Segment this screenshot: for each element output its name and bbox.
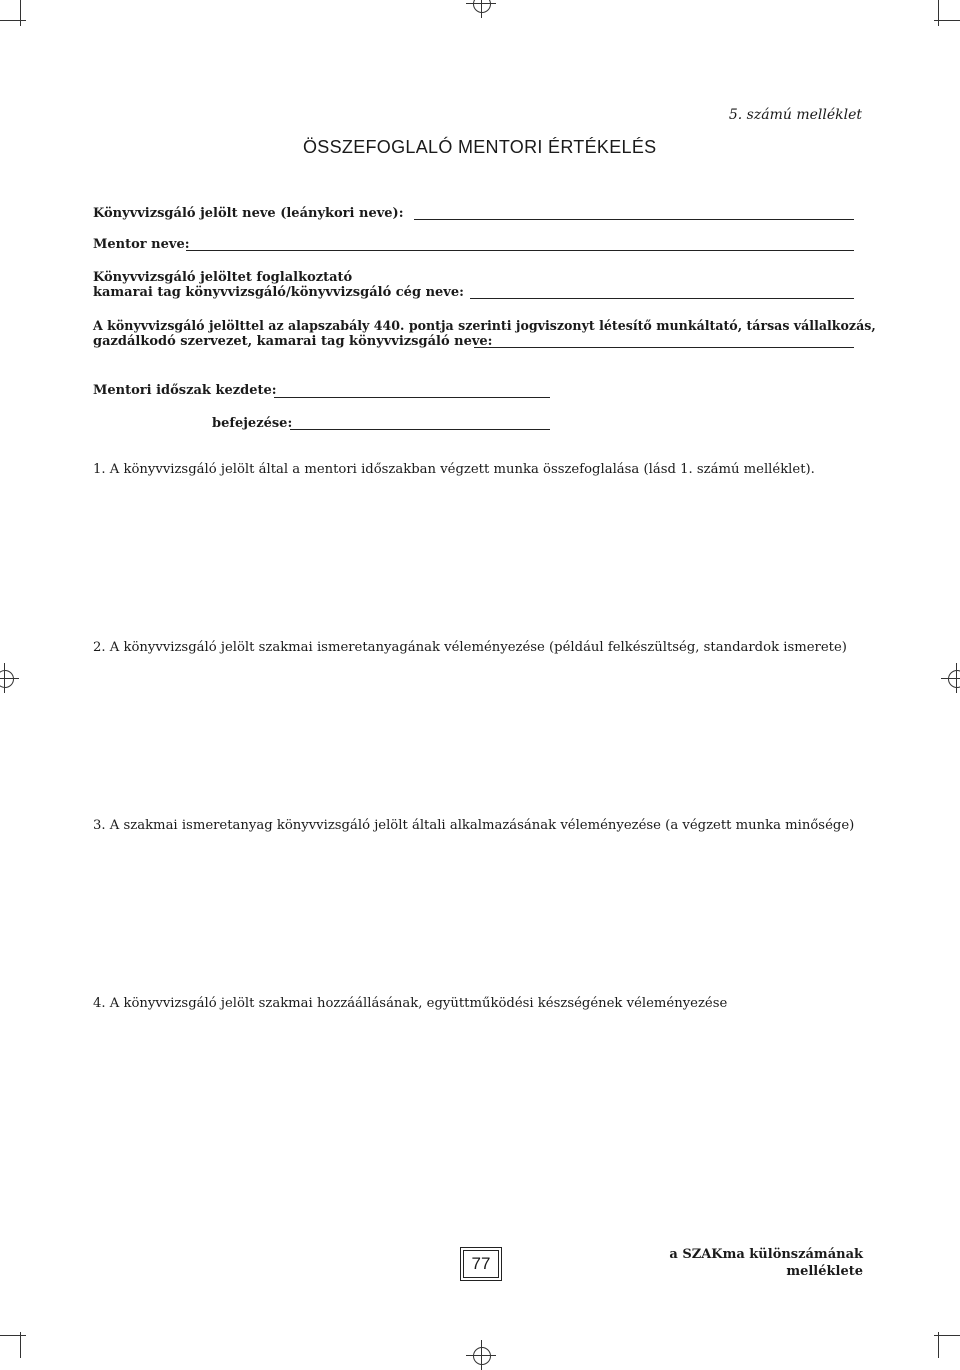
period-end-label: befejezése:	[212, 416, 293, 431]
publication-note	[669, 1246, 863, 1280]
registration-mark-icon	[466, 1340, 496, 1370]
period-end-field[interactable]	[290, 429, 550, 430]
publication-line-2: melléklete	[786, 1264, 863, 1279]
registration-mark-icon	[941, 663, 960, 693]
section-3-heading: 3. A szakmai ismeretanyag könyvvizsgáló jelölt általi alkalmazásának véleményezése (a végzett munka minősége)	[93, 818, 855, 833]
publication-line-1: a SZAKma különszámának	[669, 1247, 863, 1262]
page-number: 77	[463, 1250, 499, 1278]
relation-name-field[interactable]	[474, 347, 854, 348]
crop-mark-bottom-left-h	[0, 1335, 26, 1336]
section-1-heading: 1. A könyvvizsgáló jelölt által a mentori időszakban végzett munka összefoglalása (lásd 1. számú melléklet).	[93, 462, 815, 477]
crop-mark-bottom-left-v	[20, 1332, 21, 1358]
relation-label-line1: A könyvvizsgáló jelölttel az alapszabály 440. pontja szerinti jogviszonyt létesítő munkáltató, társas vállalkozás,	[93, 318, 876, 333]
page-title: ÖSSZEFOGLALÓ MENTORI ÉRTÉKELÉS	[303, 137, 657, 157]
employer-label-line2: kamarai tag könyvvizsgáló/könyvvizsgáló cég neve:	[93, 285, 464, 300]
period-start-field[interactable]	[274, 397, 550, 398]
mentor-name-field[interactable]	[186, 250, 854, 251]
relation-label-line2: gazdálkodó szervezet, kamarai tag könyvvizsgáló neve:	[93, 334, 493, 349]
section-4-heading: 4. A könyvvizsgáló jelölt szakmai hozzáállásának, együttműködési készségének véleményezése	[93, 996, 728, 1011]
page-number-box	[460, 1247, 502, 1281]
crop-mark-bottom-right-v	[938, 1332, 939, 1358]
appendix-label: 5. számú melléklet	[728, 107, 862, 123]
employer-name-field[interactable]	[470, 298, 854, 299]
registration-mark-icon	[466, 0, 496, 18]
candidate-name-label: Könyvvizsgáló jelölt neve (leánykori neve):	[93, 206, 404, 221]
period-start-label: Mentori időszak kezdete:	[93, 383, 277, 398]
crop-mark-top-left-v	[20, 0, 21, 26]
section-2-heading: 2. A könyvvizsgáló jelölt szakmai ismeretanyagának véleményezése (például felkészültség, standardok ismerete)	[93, 640, 847, 655]
mentor-name-label: Mentor neve:	[93, 237, 190, 252]
crop-mark-top-right-v	[938, 0, 939, 26]
candidate-name-field[interactable]	[414, 219, 854, 220]
employer-label-line1: Könyvvizsgáló jelöltet foglalkoztató	[93, 270, 353, 285]
crop-mark-top-left-h	[0, 20, 26, 21]
registration-mark-icon	[0, 663, 19, 693]
